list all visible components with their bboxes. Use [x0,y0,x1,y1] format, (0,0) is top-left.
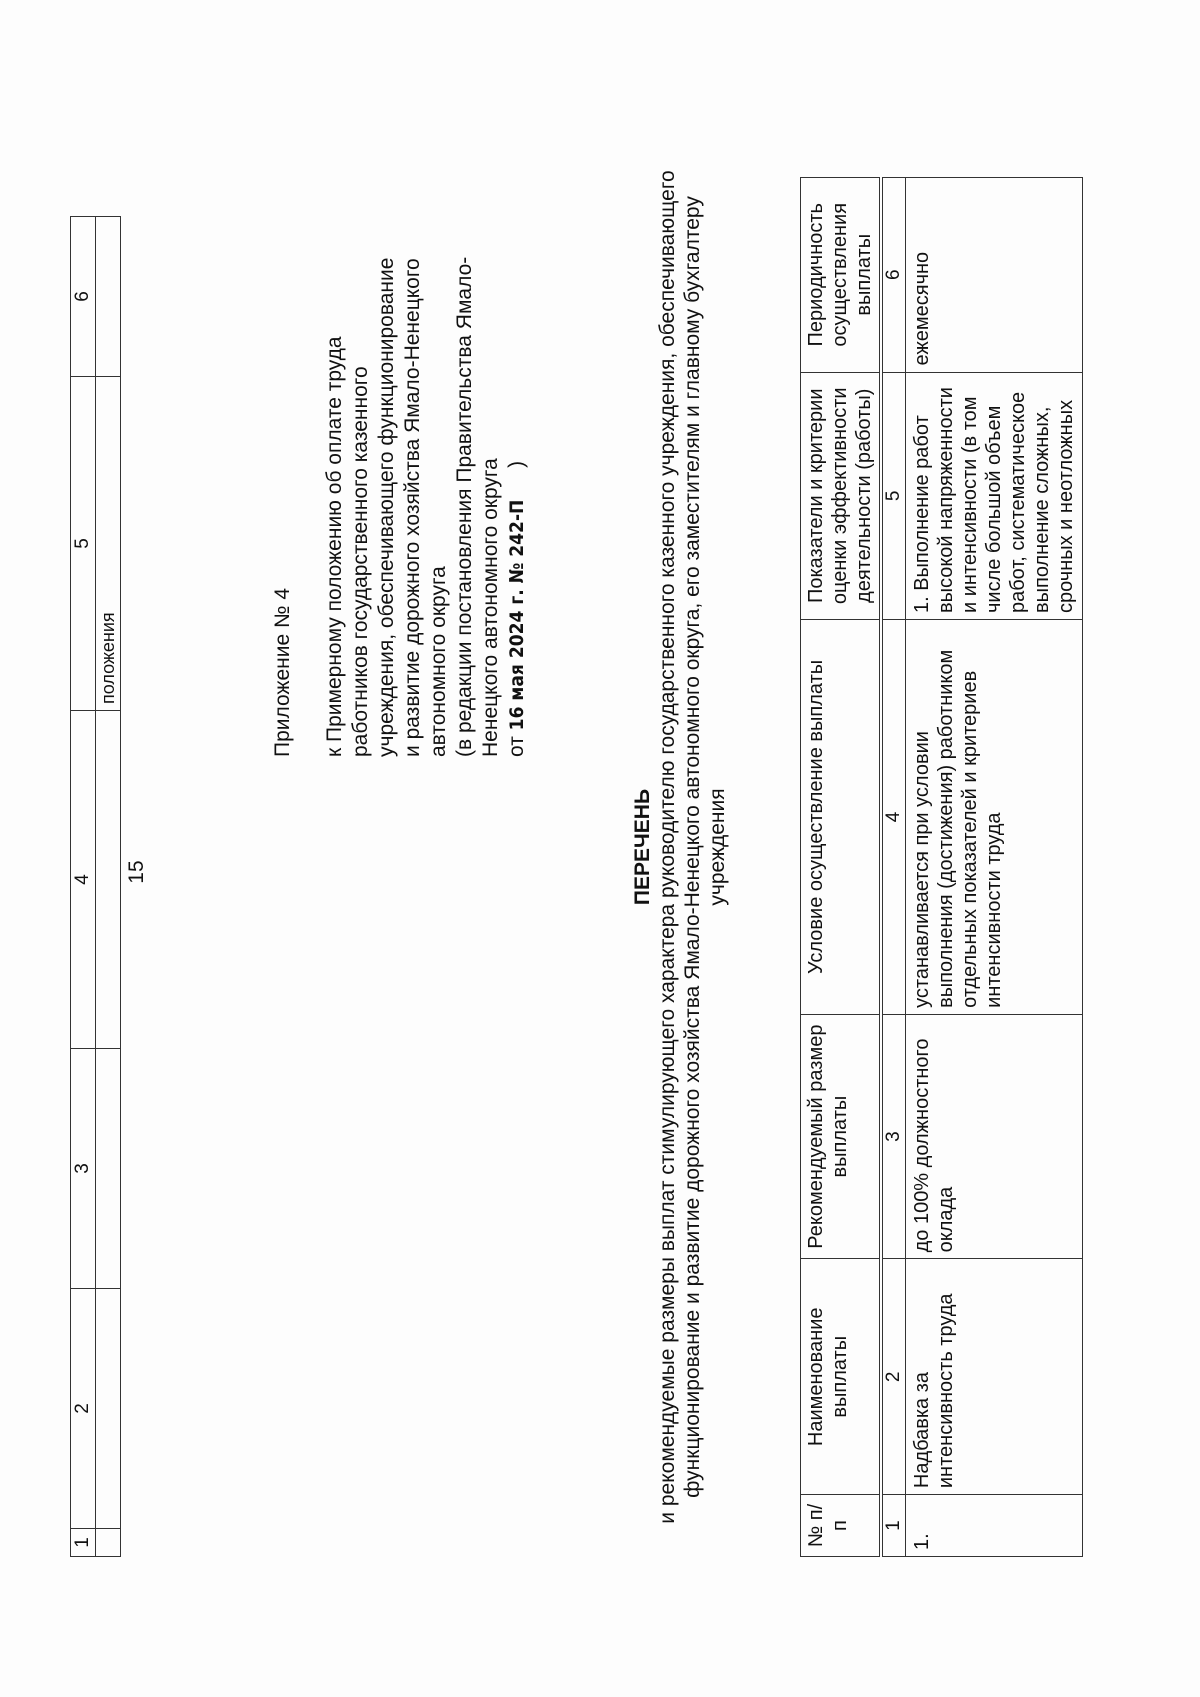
document-subtitle: и рекомендуемые размеры выплат стимулирующего характера руководителю государственного казенного учреждения, обеспечивающего функционирование и развитие дорожного хозяйства Ямало-Ненецкого автономного округа, его заместителям и главному бухгалтеру учреждения [656,170,729,1524]
row-number: 1. [906,1495,1083,1557]
annex-block [270,247,530,757]
column-number: 6 [71,217,96,377]
table-row [96,217,121,1557]
table-cell [96,711,121,1049]
continuation-table [70,216,121,1557]
title-block [630,157,730,1537]
table-header-row [801,178,882,1557]
annex-date-line [504,247,530,757]
column-number: 1 [71,1529,96,1557]
column-number: 3 [881,1014,906,1259]
column-number: 4 [71,711,96,1049]
annex-reference: к Примерному положению об оплате труда работников государственного казенного учреждения, обеспечивающего функционирование и развитие дорожного хозяйства Ямало-Ненецкого автономного округа [323,257,450,757]
column-header: Рекомендуемый размер выплаты [801,1014,882,1259]
column-number: 6 [881,178,906,373]
document-heading: ПЕРЕЧЕНЬ [631,788,654,906]
column-header: № п/п [801,1495,882,1557]
payments-table [800,177,1083,1557]
column-number: 5 [71,377,96,711]
table-row [906,178,1083,1557]
table-cell [96,1529,121,1557]
column-number: 1 [881,1495,906,1557]
table-cell: положения [96,377,121,711]
page-number: 15 [125,860,148,884]
table-row [71,217,96,1557]
column-number: 4 [881,620,906,1015]
column-header: Наименование выплаты [801,1259,882,1495]
column-number: 5 [881,372,906,620]
table-cell [96,1289,121,1529]
column-number: 2 [71,1289,96,1529]
payment-name: Надбавка за интенсивность труда [906,1259,1083,1495]
column-number-row [881,178,906,1557]
annex-number: Приложение № 4 [271,587,294,757]
closing-parenthesis: ) [505,460,528,468]
payment-periodicity: ежемесячно [906,178,1083,373]
column-number: 3 [71,1049,96,1289]
date-prefix: от [505,736,528,757]
payment-condition: устанавливается при условии выполнения (достижения) работником отдельных показателей и критериев интенсивности труда [906,620,1083,1015]
table-cell [96,217,121,377]
column-header: Периодичность осуществления выплаты [801,178,882,373]
table-cell [96,1049,121,1289]
column-number: 2 [881,1259,906,1495]
payment-size: до 100% должностного оклада [906,1014,1083,1259]
column-header: Условие осуществление выплаты [801,620,882,1015]
column-header: Показатели и критерии оценки эффективности деятельности (работы) [801,372,882,620]
annex-edition: (в редакции постановления Правительства Ямало-Ненецкого автономного округа [453,256,502,757]
payment-criteria: 1. Выполнение работ высокой напряженности и интенсивности (в том числе большой объем работ, систематическое выполнение сложных, срочных и неотложных [906,372,1083,620]
resolution-date: 16 мая 2024 г. № 242-П [506,499,528,731]
